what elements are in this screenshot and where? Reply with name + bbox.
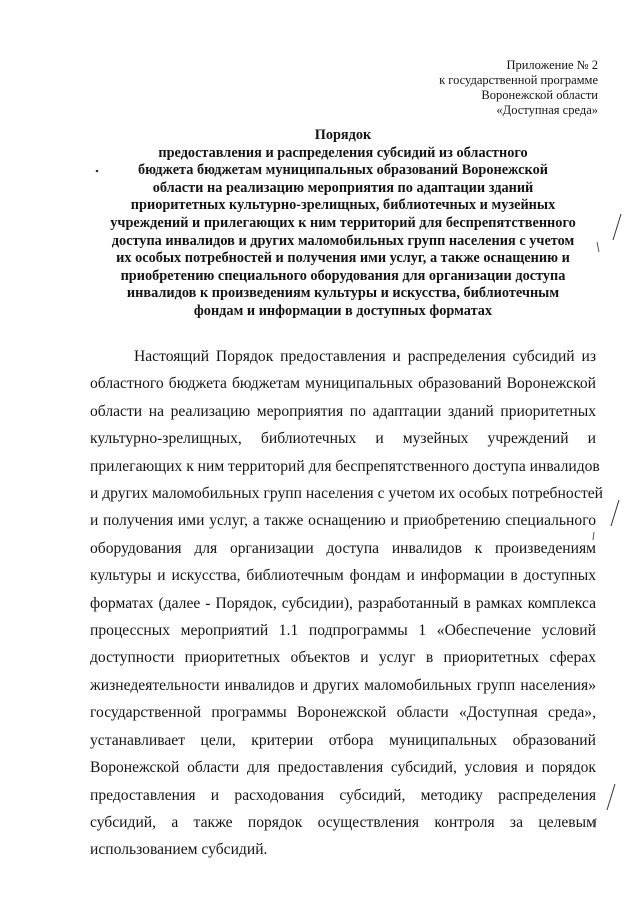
title-heading: Порядок [314, 127, 372, 143]
paragraph-line: доступности приоритетных объектов и услуг в приоритетных сферах [90, 649, 596, 667]
margin-pen-mark [592, 816, 600, 830]
appendix-line: Воронежской области [481, 88, 598, 102]
paragraph-line: культуры и искусства, библиотечным фондам и информации в доступных [90, 567, 596, 585]
paragraph-line: использованием субсидий. [90, 841, 268, 859]
appendix-line: «Доступная среда» [496, 103, 598, 117]
paragraph-line: форматах (далее - Порядок, субсидии), разработанный в рамках комплекса [90, 594, 596, 612]
paragraph-line: государственной программы Воронежской области «Доступная среда», [90, 704, 596, 722]
title-line: бюджета бюджетам муниципальных образований Воронежской [138, 162, 548, 179]
document-title [70, 127, 616, 321]
margin-dot-mark [94, 168, 100, 174]
title-line: приоритетных культурно-зрелищных, библиотечных и музейных [130, 197, 556, 214]
title-line: области на реализацию мероприятия по адаптации зданий [152, 179, 534, 196]
paragraph-line: оборудования для организации доступа инвалидов к произведениям [90, 539, 596, 557]
title-line: учреждений и прилегающих к ним территорий для беспрепятственного [110, 214, 576, 231]
paragraph-line: и получения ими услуг, а также оснащению и приобретению специального [90, 512, 596, 530]
appendix-line: Приложение № 2 [506, 58, 598, 72]
paragraph-line: прилегающих к ним территорий для беспрепятственного доступа инвалидов [90, 457, 600, 475]
paragraph-line: процессных мероприятий 1.1 подпрограммы 1 «Обеспечение условий [90, 622, 596, 640]
paragraph-line: предоставления и расходования субсидий, методику распределения [90, 786, 596, 804]
paragraph-line: субсидий, а также порядок осуществления контроля за целевым [90, 813, 596, 831]
paragraph-line: Настоящий Порядок предоставления и распределения субсидий из [134, 348, 596, 365]
paragraph-line: и других маломобильных групп населения с учетом их особых потребностей [90, 485, 604, 503]
margin-pen-mark [608, 498, 622, 528]
margin-pen-mark [594, 240, 602, 254]
title-line: фондам и информации в доступных форматах [193, 302, 493, 319]
title-line: предоставления и распределения субсидий из областного [158, 144, 528, 161]
appendix-header [439, 58, 598, 118]
paragraph-line: Воронежской области для предоставления субсидий, условия и порядок [90, 759, 596, 777]
margin-pen-mark [604, 782, 618, 812]
title-line: инвалидов к произведениям культуры и искусства, библиотечным [126, 285, 560, 302]
margin-pen-mark [590, 530, 598, 542]
appendix-line: к государственной программе [439, 73, 598, 87]
margin-pen-mark [610, 212, 624, 242]
paragraph-line: устанавливает цели, критерии отбора муниципальных образований [90, 731, 596, 749]
title-line: приобретению специального оборудования для организации доступа [120, 267, 566, 284]
paragraph-line: культурно-зрелищных, библиотечных и музейных учреждений и [90, 430, 596, 448]
paragraph-line: областного бюджета бюджетам муниципальных образований Воронежской [90, 375, 596, 393]
title-line: доступа инвалидов и других маломобильных групп населения с учетом [111, 232, 575, 249]
body-paragraph [90, 343, 604, 864]
paragraph-line: жизнедеятельности инвалидов и других маломобильных групп населения» [90, 676, 596, 694]
paragraph-line: области на реализацию мероприятия по адаптации зданий приоритетных [90, 402, 596, 420]
title-line: их особых потребностей и получения ими услуг, а также оснащению и [116, 250, 570, 267]
